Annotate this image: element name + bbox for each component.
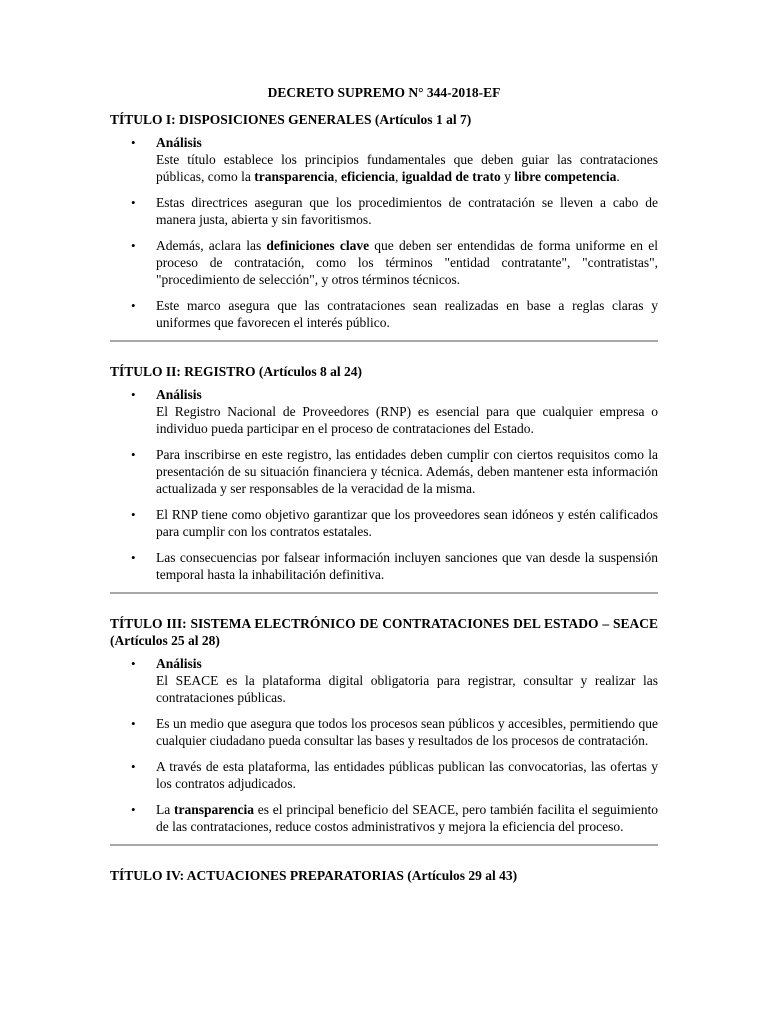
section-title: TÍTULO I: DISPOSICIONES GENERALES (Artículos 1 al 7) <box>110 112 472 127</box>
list-item: • El RNP tiene como objetivo garantizar que los proveedores sean idóneos y estén calificados para cumplir con los contratos estatales. <box>110 506 658 540</box>
list-item: • Análisis El Registro Nacional de Proveedores (RNP) es esencial para que cualquier empresa o individuo pueda participar en el proceso de contrataciones del Estado. <box>110 386 658 437</box>
list-item: • Análisis El SEACE es la plataforma digital obligatoria para registrar, consultar y realizar las contrataciones públicas. <box>110 655 658 706</box>
analisis-label: Análisis <box>156 387 202 402</box>
list-item: • Análisis Este título establece los principios fundamentales que deben guiar las contrataciones públicas, como la transparencia, eficiencia, igualdad de trato y libre competencia. <box>110 134 658 185</box>
document-title: DECRETO SUPREMO N° 344-2018-EF <box>267 85 501 100</box>
list-item: • Además, aclara las definiciones clave que deben ser entendidas de forma uniforme en el proceso de contratación, como los términos "entidad contratante", "contratistas", "procedimiento de selección", y otros términos técnicos. <box>110 237 658 288</box>
section-title: TÍTULO II: REGISTRO (Artículos 8 al 24) <box>110 364 363 379</box>
section-divider <box>110 340 658 342</box>
section-titulo-2 <box>110 363 658 594</box>
list-item: • Es un medio que asegura que todos los procesos sean públicos y accesibles, permitiendo que cualquier ciudadano pueda consultar las bases y resultados de los procesos de contratación. <box>110 715 658 749</box>
list-item: • Este marco asegura que las contrataciones sean realizadas en base a reglas claras y uniformes que favorecen el interés público. <box>110 297 658 331</box>
section-titulo-4 <box>110 867 658 884</box>
document-page <box>110 84 658 890</box>
section-title: TÍTULO IV: ACTUACIONES PREPARATORIAS (Artículos 29 al 43) <box>110 868 518 883</box>
list-item: • La transparencia es el principal beneficio del SEACE, pero también facilita el seguimiento de las contrataciones, reduce costos administrativos y mejora la eficiencia del proceso. <box>110 801 658 835</box>
analisis-label: Análisis <box>156 135 202 150</box>
bullet-list <box>110 386 658 583</box>
list-item: • Estas directrices aseguran que los procedimientos de contratación se lleven a cabo de manera justa, abierta y sin favoritismos. <box>110 194 658 228</box>
list-item: • A través de esta plataforma, las entidades públicas publican las convocatorias, las ofertas y los contratos adjudicados. <box>110 758 658 792</box>
list-item: • Para inscribirse en este registro, las entidades deben cumplir con ciertos requisitos como la presentación de su situación financiera y técnica. Además, deben mantener esta información actualizada y ser responsables de la veracidad de la misma. <box>110 446 658 497</box>
section-titulo-1 <box>110 111 658 342</box>
analisis-label: Análisis <box>156 656 202 671</box>
section-divider <box>110 844 658 846</box>
list-item: • Las consecuencias por falsear información incluyen sanciones que van desde la suspensión temporal hasta la inhabilitación definitiva. <box>110 549 658 583</box>
section-divider <box>110 592 658 594</box>
bullet-list <box>110 655 658 835</box>
bullet-list <box>110 134 658 331</box>
section-title: TÍTULO III: SISTEMA ELECTRÓNICO DE CONTRATACIONES DEL ESTADO – SEACE (Artículos 25 al 28) <box>110 616 658 648</box>
section-titulo-3 <box>110 615 658 846</box>
